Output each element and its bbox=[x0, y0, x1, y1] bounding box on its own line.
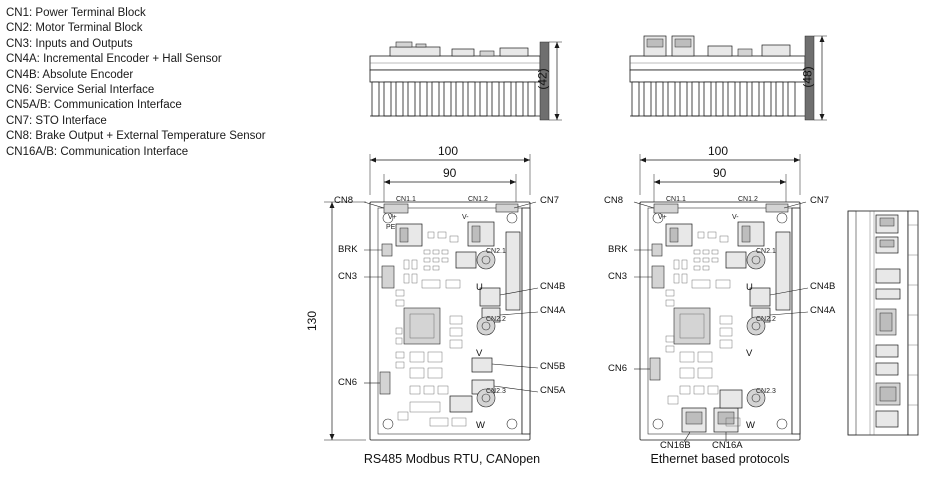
board-label-cn1-1-rs485: CN1.1 bbox=[396, 196, 416, 203]
top-view-rs485-height-dim: 130 bbox=[305, 310, 320, 332]
legend-item: CN8: Brake Output + External Temperature Sensor bbox=[6, 130, 266, 143]
board-label-vminus-ethernet: V- bbox=[732, 214, 739, 221]
label-cn5b-rs485: CN5B bbox=[540, 361, 566, 372]
label-cn6-ethernet: CN6 bbox=[608, 363, 628, 374]
legend-list bbox=[6, 6, 326, 160]
label-cn16a-ethernet: CN16A bbox=[712, 440, 743, 451]
board-label-v-ethernet: V bbox=[746, 348, 753, 359]
label-cn8-ethernet: CN8 bbox=[604, 195, 624, 206]
label-cn4b-rs485: CN4B bbox=[540, 281, 566, 292]
legend-item: CN1: Power Terminal Block bbox=[6, 7, 146, 19]
legend-item: CN4A: Incremental Encoder + Hall Sensor bbox=[6, 53, 222, 66]
board-label-cn1-1-ethernet: CN1.1 bbox=[666, 196, 686, 203]
label-cn4a-ethernet: CN4A bbox=[810, 305, 836, 316]
label-cn5a-rs485: CN5A bbox=[540, 385, 566, 396]
label-cn3-rs485: CN3 bbox=[338, 271, 358, 282]
board-label-cn2-3-rs485: CN2.3 bbox=[486, 388, 506, 395]
board-label-cn2-1-ethernet: CN2.1 bbox=[756, 248, 776, 255]
legend-item: CN3: Inputs and Outputs bbox=[6, 37, 133, 50]
legend-item: CN4B: Absolute Encoder bbox=[6, 68, 134, 81]
top-view-ethernet-caption: Ethernet based protocols bbox=[650, 452, 790, 466]
label-cn4b-ethernet: CN4B bbox=[810, 281, 836, 292]
top-view-ethernet-width-outer: 100 bbox=[708, 144, 729, 158]
board-label-u-ethernet: U bbox=[746, 282, 753, 293]
top-view-rs485-width-outer: 100 bbox=[438, 144, 459, 158]
top-view-ethernet-width-inner: 90 bbox=[713, 166, 727, 180]
side-view-rs485-height-dim: (42) bbox=[535, 68, 550, 90]
top-view-rs485-caption: RS485 Modbus RTU, CANopen bbox=[363, 452, 541, 466]
side-view-rs485 bbox=[360, 20, 570, 130]
label-cn7-ethernet: CN7 bbox=[810, 195, 830, 206]
legend-item: CN6: Service Serial Interface bbox=[6, 84, 155, 97]
board-label-vplus-ethernet: V+ bbox=[658, 214, 667, 221]
legend-item: CN7: STO Interface bbox=[6, 114, 107, 127]
board-label-vplus-rs485: V+ bbox=[388, 214, 397, 221]
label-cn6-rs485: CN6 bbox=[338, 377, 358, 388]
board-label-cn2-2-ethernet: CN2.2 bbox=[756, 316, 776, 323]
top-view-rs485-width-inner: 90 bbox=[443, 166, 457, 180]
legend-item: CN2: Motor Terminal Block bbox=[6, 22, 143, 35]
side-view-ethernet-height-dim: (48) bbox=[800, 66, 815, 88]
right-side-elevation-view bbox=[840, 205, 940, 445]
board-label-cn2-3-ethernet: CN2.3 bbox=[756, 388, 776, 395]
label-cn8-rs485: CN8 bbox=[334, 195, 354, 206]
board-label-cn2-1-rs485: CN2.1 bbox=[486, 248, 506, 255]
board-label-cn2-2-rs485: CN2.2 bbox=[486, 316, 506, 323]
board-label-w-rs485: W bbox=[476, 420, 485, 431]
legend-item: CN16A/B: Communication Interface bbox=[6, 145, 189, 158]
side-view-ethernet bbox=[620, 20, 835, 130]
top-view-ethernet bbox=[580, 140, 870, 480]
board-label-w-ethernet: W bbox=[746, 420, 755, 431]
label-cn16b-ethernet: CN16B bbox=[660, 440, 691, 451]
board-label-vminus-rs485: V- bbox=[462, 214, 469, 221]
label-brk-ethernet: BRK bbox=[608, 244, 628, 255]
board-label-pe-rs485: PE bbox=[386, 224, 396, 231]
legend-item: CN5A/B: Communication Interface bbox=[6, 99, 182, 112]
board-label-u-rs485: U bbox=[476, 282, 483, 293]
label-cn7-rs485: CN7 bbox=[540, 195, 560, 206]
label-cn4a-rs485: CN4A bbox=[540, 305, 566, 316]
label-cn3-ethernet: CN3 bbox=[608, 271, 628, 282]
board-label-cn1-2-rs485: CN1.2 bbox=[468, 196, 488, 203]
top-view-rs485 bbox=[300, 140, 590, 480]
board-label-cn1-2-ethernet: CN1.2 bbox=[738, 196, 758, 203]
label-brk-rs485: BRK bbox=[338, 244, 358, 255]
board-label-v-rs485: V bbox=[476, 348, 483, 359]
